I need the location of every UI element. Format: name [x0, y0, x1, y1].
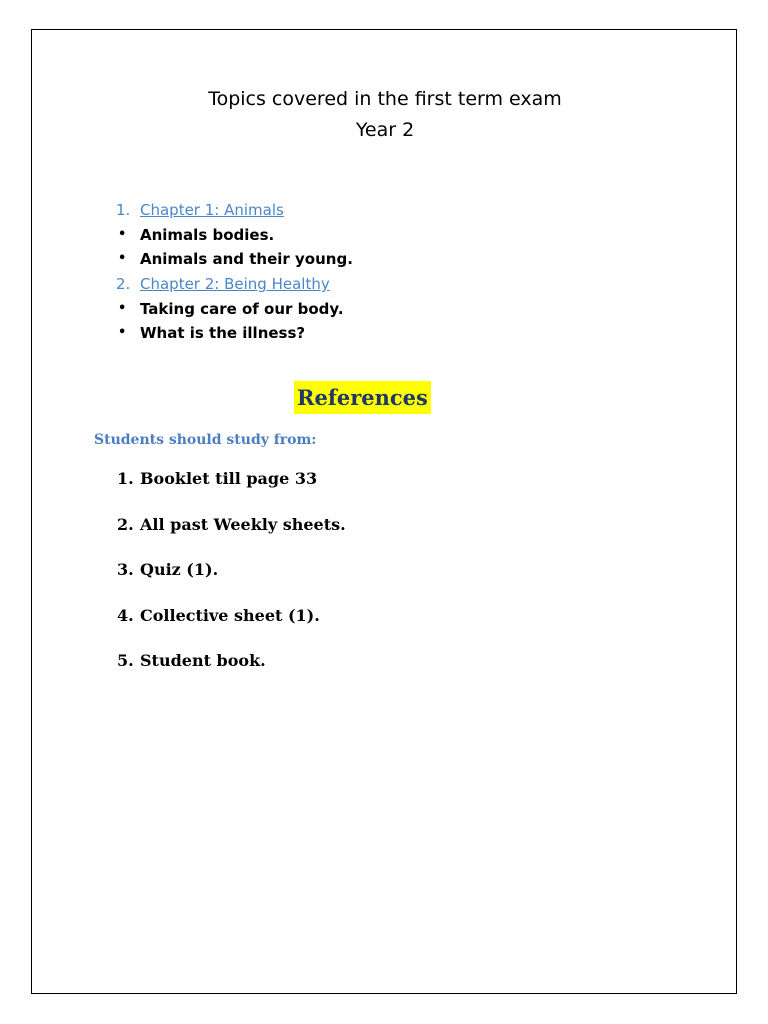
list-number: 1.	[117, 469, 134, 488]
reference-item	[117, 512, 346, 558]
topic-item	[116, 321, 353, 346]
topic-item	[116, 223, 353, 248]
topic-text: Animals and their young.	[140, 250, 353, 269]
list-number: 4.	[117, 605, 134, 625]
list-number: 2.	[117, 514, 134, 534]
bullet-icon: •	[118, 251, 127, 267]
reference-item	[117, 648, 346, 694]
study-intro-text: Students should study from:	[94, 432, 317, 448]
topics-list	[116, 198, 353, 346]
document-page	[31, 29, 737, 994]
chapter-item[interactable]	[116, 198, 353, 223]
list-number: 3.	[117, 560, 134, 579]
page-title: Topics covered in the first term exam	[208, 88, 562, 110]
topic-text: Animals bodies.	[140, 225, 275, 244]
references-heading: References	[294, 381, 431, 414]
bullet-icon: •	[118, 226, 127, 242]
list-number: 2.	[116, 275, 131, 294]
reference-item	[117, 557, 346, 603]
bullet-icon: •	[118, 300, 127, 316]
topic-text: What is the illness?	[140, 324, 306, 343]
list-number: 1.	[116, 201, 131, 219]
references-list	[117, 466, 346, 694]
chapter-item[interactable]	[116, 272, 353, 297]
list-number: 5.	[117, 651, 134, 670]
reference-text: Student book.	[140, 651, 266, 670]
bullet-icon: •	[118, 325, 127, 341]
reference-item	[117, 603, 346, 649]
reference-text: All past Weekly sheets.	[140, 514, 346, 534]
chapter-link[interactable]: Chapter 1: Animals	[140, 201, 284, 219]
chapter-link[interactable]: Chapter 2: Being Healthy	[140, 275, 330, 294]
page-subtitle-year: Year 2	[355, 119, 415, 141]
topic-text: Taking care of our body.	[140, 299, 344, 318]
reference-item	[117, 466, 346, 512]
topic-item	[116, 297, 353, 322]
reference-text: Collective sheet (1).	[140, 605, 320, 625]
reference-text: Quiz (1).	[140, 560, 219, 579]
reference-text: Booklet till page 33	[140, 469, 318, 488]
topic-item	[116, 247, 353, 272]
